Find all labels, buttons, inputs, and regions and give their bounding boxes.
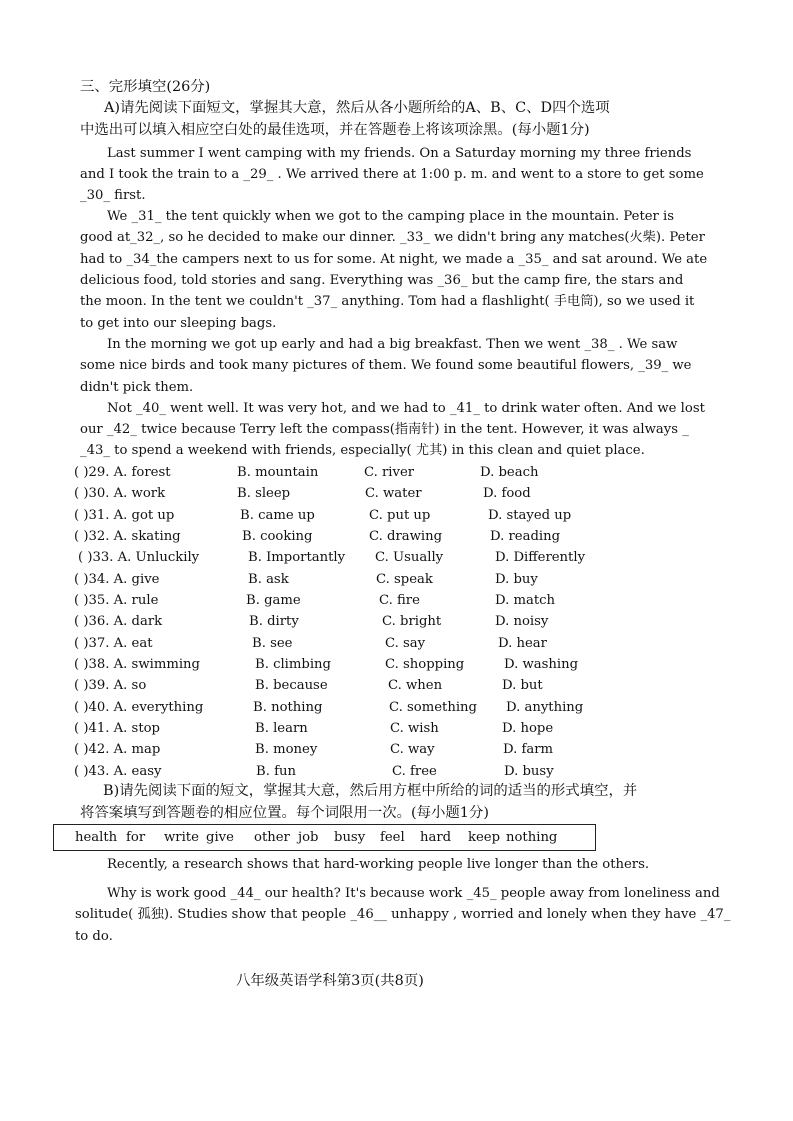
question-option-a: ( )30. A. work [74, 486, 166, 501]
word-bank-item: give [206, 830, 234, 845]
passage-a-line: In the morning we got up early and had a big breakfast. Then we went _38_ . We saw [107, 337, 678, 352]
passage-a-line: delicious food, told stories and sang. Everything was _36_ but the camp fire, the stars and [80, 273, 684, 288]
question-option-b: B. learn [255, 721, 308, 736]
question-option-b: B. sleep [237, 486, 291, 501]
passage-a-line: had to _34_the campers next to us for some. At night, we made a _35_ and sat around. We ate [80, 252, 708, 267]
passage-b-line: Recently, a research shows that hard-working people live longer than the others. [107, 857, 650, 872]
part-a-instructions-line-2: 中选出可以填入相应空白处的最佳选项，并在答题卷上将该项涂黑。(每小题1分) [80, 122, 590, 138]
question-option-c: C. way [390, 742, 435, 757]
question-option-b: B. ask [248, 572, 289, 587]
question-option-c: C. river [364, 465, 415, 480]
passage-b-line: Why is work good _44_ our health? It's because work _45_ people away from loneliness and [107, 886, 720, 901]
question-option-c: C. fire [379, 593, 420, 608]
word-bank-item: other [254, 830, 290, 845]
question-option-d: D. anything [506, 700, 584, 715]
word-bank-item: job [298, 830, 319, 845]
passage-b-line: solitude( 孤独). Studies show that people _46__ unhappy , worried and lonely when they have _47_ [75, 907, 731, 922]
question-option-a: ( )29. A. forest [74, 465, 171, 480]
question-option-c: C. shopping [385, 657, 465, 672]
question-option-a: ( )43. A. easy [74, 764, 162, 779]
passage-a-line: good at_32_, so he decided to make our dinner. _33_ we didn't bring any matches(火柴). Peter [80, 230, 705, 245]
question-option-d: D. hear [498, 636, 547, 651]
question-option-d: D. busy [504, 764, 554, 779]
question-option-a: ( )31. A. got up [74, 508, 175, 523]
question-option-d: D. washing [504, 657, 579, 672]
question-option-d: D. buy [495, 572, 538, 587]
part-b-instructions-line-2: 将答案填写到答题卷的相应位置。每个词限用一次。(每小题1分) [80, 805, 489, 821]
question-option-a: ( )42. A. map [74, 742, 161, 757]
question-option-d: D. food [483, 486, 531, 501]
word-bank-item: nothing [506, 830, 558, 845]
question-option-b: B. climbing [255, 657, 331, 672]
part-b-instructions-line-1: B)请先阅读下面的短文，掌握其大意，然后用方框中所给的词的适当的形式填空，并 [103, 783, 638, 799]
passage-a-line: didn't pick them. [80, 380, 194, 395]
passage-a-line: _43_ to spend a weekend with friends, especially( 尤其) in this clean and quiet place. [80, 443, 645, 458]
question-option-b: B. because [255, 678, 328, 693]
question-option-c: C. drawing [369, 529, 443, 544]
question-option-c: C. say [385, 636, 426, 651]
word-bank-item: busy [334, 830, 366, 845]
question-option-a: ( )33. A. Unluckily [78, 550, 200, 565]
question-option-b: B. mountain [237, 465, 319, 480]
question-option-c: C. when [388, 678, 443, 693]
question-option-a: ( )37. A. eat [74, 636, 153, 651]
question-option-a: ( )40. A. everything [74, 700, 204, 715]
question-option-c: C. water [365, 486, 422, 501]
section-title: 三、完形填空(26分) [80, 79, 211, 95]
word-bank-item: health [75, 830, 118, 845]
passage-a-line: We _31_ the tent quickly when we got to the camping place in the mountain. Peter is [107, 209, 675, 224]
question-option-d: D. hope [502, 721, 554, 736]
page-footer: 八年级英语学科第3页(共8页) [236, 973, 424, 989]
part-a-instructions-line-1: A)请先阅读下面短文，掌握其大意，然后从各小题所给的A、B、C、D四个选项 [104, 100, 610, 116]
passage-a-line: the moon. In the tent we couldn't _37_ anything. Tom had a flashlight( 手电筒), so we used it [80, 294, 695, 309]
passage-a-line: our _42_ twice because Terry left the compass(指南针) in the tent. However, it was always _ [80, 422, 689, 437]
word-bank-item: for [126, 830, 146, 845]
word-bank-item: keep [468, 830, 501, 845]
question-option-b: B. came up [240, 508, 315, 523]
word-bank-item: write [164, 830, 199, 845]
question-option-b: B. cooking [242, 529, 313, 544]
question-option-a: ( )35. A. rule [74, 593, 159, 608]
question-option-b: B. dirty [249, 614, 299, 629]
passage-a-line: Last summer I went camping with my friends. On a Saturday morning my three friends [107, 146, 692, 161]
question-option-d: D. noisy [495, 614, 549, 629]
question-option-b: B. nothing [253, 700, 323, 715]
passage-b-line: to do. [75, 929, 113, 944]
question-option-b: B. game [246, 593, 301, 608]
question-option-b: B. Importantly [248, 550, 346, 565]
passage-a-line: Not _40_ went well. It was very hot, and we had to _41_ to drink water often. And we lost [107, 401, 705, 416]
question-option-c: C. bright [382, 614, 442, 629]
question-option-d: D. match [495, 593, 556, 608]
question-option-a: ( )32. A. skating [74, 529, 181, 544]
question-option-d: D. farm [503, 742, 554, 757]
question-option-a: ( )38. A. swimming [74, 657, 200, 672]
passage-a-line: to get into our sleeping bags. [80, 316, 277, 331]
word-bank-item: hard [420, 830, 452, 845]
question-option-a: ( )34. A. give [74, 572, 160, 587]
question-option-c: C. wish [390, 721, 439, 736]
question-option-c: C. something [389, 700, 477, 715]
question-option-d: D. but [502, 678, 543, 693]
passage-a-line: and I took the train to a _29_ . We arrived there at 1:00 p. m. and went to a store to get some [80, 167, 704, 182]
question-option-c: C. Usually [375, 550, 444, 565]
question-option-b: B. see [252, 636, 293, 651]
question-option-c: C. put up [369, 508, 431, 523]
question-option-d: D. Differently [495, 550, 586, 565]
question-option-d: D. reading [490, 529, 561, 544]
question-option-a: ( )39. A. so [74, 678, 147, 693]
question-option-b: B. fun [256, 764, 296, 779]
question-option-a: ( )41. A. stop [74, 721, 161, 736]
word-bank-item: feel [380, 830, 405, 845]
question-option-d: D. beach [480, 465, 539, 480]
word-bank-box [53, 824, 596, 851]
question-option-c: C. speak [376, 572, 433, 587]
question-option-b: B. money [255, 742, 318, 757]
passage-a-line: _30_ first. [80, 188, 146, 203]
question-option-c: C. free [392, 764, 437, 779]
passage-a-line: some nice birds and took many pictures of them. We found some beautiful flowers, _39_ we [80, 358, 692, 373]
question-option-d: D. stayed up [488, 508, 572, 523]
question-option-a: ( )36. A. dark [74, 614, 163, 629]
